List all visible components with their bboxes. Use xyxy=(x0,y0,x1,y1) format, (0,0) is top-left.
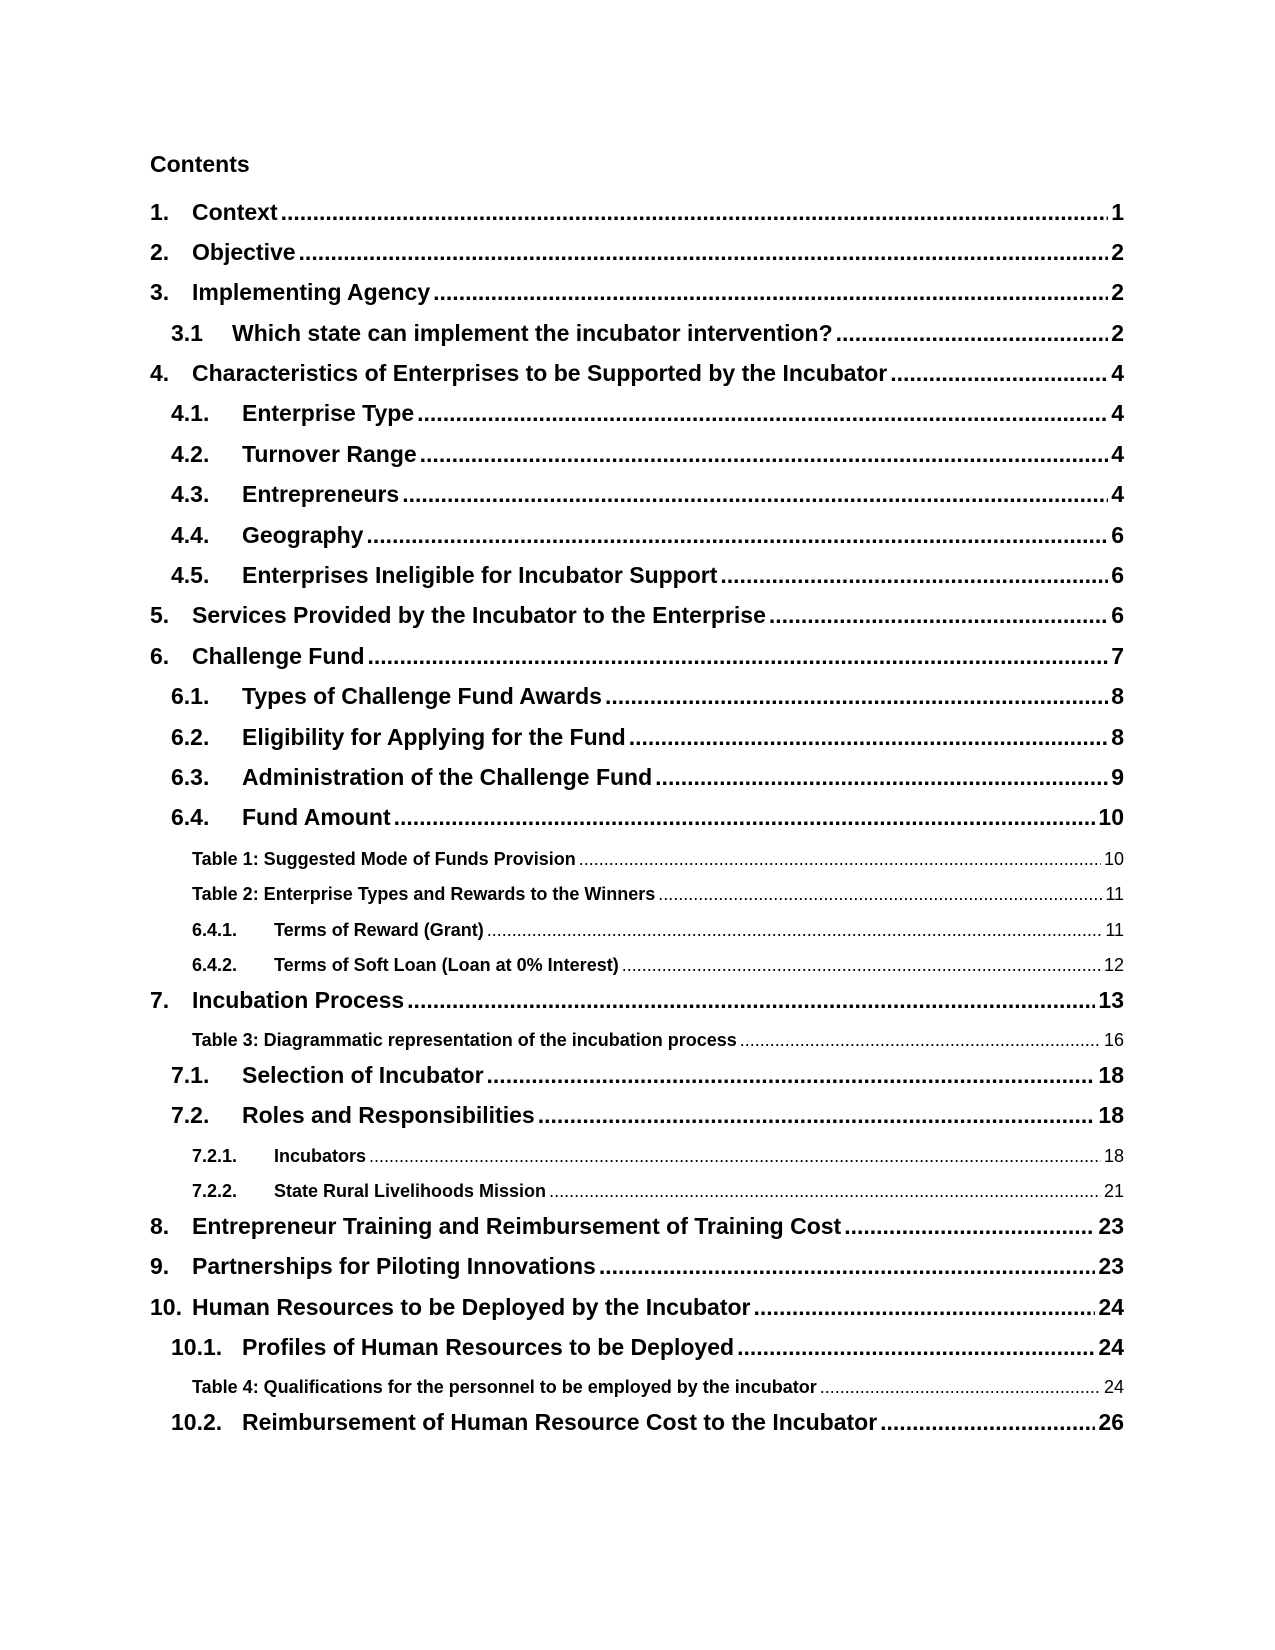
toc-entry-page: 4 xyxy=(1111,400,1124,426)
toc-entry-6-2[interactable] xyxy=(150,724,1124,751)
toc-entry-number: 4.4. xyxy=(171,522,210,548)
toc-entry-page: 2 xyxy=(1111,320,1124,346)
toc-entry-title: Context xyxy=(192,199,278,225)
toc-entry-10-2[interactable] xyxy=(150,1409,1124,1436)
toc-entry-page: 4 xyxy=(1111,481,1124,507)
dot-leader xyxy=(629,724,1108,751)
toc-entry-title: Selection of Incubator xyxy=(242,1062,484,1088)
toc-entry-number: 4.3. xyxy=(171,481,210,507)
toc-entry-title: Terms of Reward (Grant) xyxy=(274,920,484,940)
toc-entry-3[interactable] xyxy=(150,279,1124,306)
dot-leader xyxy=(720,562,1108,589)
dot-leader xyxy=(299,239,1109,266)
toc-entry-7-1[interactable] xyxy=(150,1062,1124,1089)
dot-leader xyxy=(366,522,1108,549)
dot-leader xyxy=(402,481,1108,508)
dot-leader xyxy=(769,602,1108,629)
toc-entry-7-2-1[interactable] xyxy=(150,1146,1124,1167)
dot-leader xyxy=(655,764,1108,791)
toc-entry-3-1[interactable] xyxy=(150,320,1124,347)
toc-entry-page: 4 xyxy=(1111,360,1124,386)
dot-leader xyxy=(487,920,1103,941)
dot-leader xyxy=(368,643,1109,670)
toc-entry-7[interactable] xyxy=(150,987,1124,1014)
toc-entry-title: Turnover Range xyxy=(242,441,417,467)
toc-entry-title: Table 2: Enterprise Types and Rewards to the Winners xyxy=(192,884,656,904)
toc-entry-page: 8 xyxy=(1111,683,1124,709)
toc-entry-number: 10.1. xyxy=(171,1334,223,1360)
toc-entry-10[interactable] xyxy=(150,1294,1124,1321)
toc-entry-page: 18 xyxy=(1103,1146,1124,1166)
toc-entry-page: 6 xyxy=(1111,522,1124,548)
toc-entry-7-2[interactable] xyxy=(150,1102,1124,1129)
toc-entry-title: Fund Amount xyxy=(242,804,391,830)
toc-entry-table-2[interactable] xyxy=(150,884,1124,905)
toc-entry-title: Characteristics of Enterprises to be Supported by the Incubator xyxy=(192,360,888,386)
toc-entry-page: 8 xyxy=(1111,724,1124,750)
dot-leader xyxy=(417,400,1108,427)
toc-entry-number: 4.1. xyxy=(171,400,210,426)
toc-entry-6-4-2[interactable] xyxy=(150,955,1124,976)
toc-entry-number: 7.2. xyxy=(171,1102,210,1128)
toc-entry-title: Challenge Fund xyxy=(192,643,365,669)
toc-entry-title: Entrepreneur Training and Reimbursement of Training Cost xyxy=(192,1213,842,1239)
toc-entry-number: 6.1. xyxy=(171,683,210,709)
toc-entry-10-1[interactable] xyxy=(150,1334,1124,1361)
toc-entry-page: 11 xyxy=(1105,884,1124,904)
toc-entry-page: 2 xyxy=(1111,279,1124,305)
toc-entry-1[interactable] xyxy=(150,199,1124,226)
toc-entry-title: Enterprises Ineligible for Incubator Support xyxy=(242,562,718,588)
toc-entry-page: 13 xyxy=(1098,987,1124,1013)
toc-entry-page: 16 xyxy=(1103,1030,1124,1050)
toc-entry-number: 6.3. xyxy=(171,764,210,790)
toc-entry-page: 10 xyxy=(1098,804,1124,830)
toc-entry-number: 10. xyxy=(150,1294,182,1320)
toc-entry-2[interactable] xyxy=(150,239,1124,266)
toc-entry-4[interactable] xyxy=(150,360,1124,387)
toc-entry-number: 4. xyxy=(150,360,170,386)
dot-leader xyxy=(407,987,1095,1014)
toc-entry-number: 6.2. xyxy=(171,724,210,750)
toc-entry-page: 18 xyxy=(1098,1102,1124,1128)
toc-entry-4-5[interactable] xyxy=(150,562,1124,589)
toc-entry-page: 23 xyxy=(1098,1213,1124,1239)
toc-entry-number: 10.2. xyxy=(171,1409,223,1435)
toc-entry-page: 6 xyxy=(1111,602,1124,628)
dot-leader xyxy=(394,804,1096,831)
dot-leader xyxy=(599,1253,1096,1280)
toc-entry-number: 5. xyxy=(150,602,170,628)
toc-entry-number: 4.2. xyxy=(171,441,210,467)
toc-entry-title: Types of Challenge Fund Awards xyxy=(242,683,602,709)
toc-entry-number: 6.4. xyxy=(171,804,210,830)
toc-entry-page: 26 xyxy=(1098,1409,1124,1435)
toc-entry-title: Incubators xyxy=(274,1146,367,1166)
toc-entry-page: 6 xyxy=(1111,562,1124,588)
dot-leader xyxy=(605,683,1108,710)
toc-entry-page: 10 xyxy=(1103,849,1124,869)
toc-entry-title: Services Provided by the Incubator to the Enterprise xyxy=(192,602,766,628)
toc-entry-title: Entrepreneurs xyxy=(242,481,400,507)
toc-entry-number: 7.2.2. xyxy=(192,1181,238,1201)
dot-leader xyxy=(740,1030,1101,1051)
dot-leader xyxy=(880,1409,1095,1436)
toc-entry-title: Implementing Agency xyxy=(192,279,431,305)
toc-entry-page: 1 xyxy=(1111,199,1124,225)
toc-entry-page: 12 xyxy=(1103,955,1124,975)
toc-entry-number: 6. xyxy=(150,643,170,669)
toc-entry-table-4[interactable] xyxy=(150,1377,1124,1398)
toc-entry-9[interactable] xyxy=(150,1253,1124,1280)
toc-entry-title: Administration of the Challenge Fund xyxy=(242,764,653,790)
toc-entry-6-4[interactable] xyxy=(150,804,1124,831)
toc-entry-6-3[interactable] xyxy=(150,764,1124,791)
toc-entry-number: 4.5. xyxy=(171,562,210,588)
toc-entry-number: 1. xyxy=(150,199,170,225)
toc-entry-number: 6.4.1. xyxy=(192,920,238,940)
dot-leader xyxy=(433,279,1108,306)
toc-entry-page: 9 xyxy=(1111,764,1124,790)
dot-leader xyxy=(844,1213,1095,1240)
toc-entry-number: 3.1 xyxy=(171,320,203,346)
toc-entry-title: Incubation Process xyxy=(192,987,405,1013)
toc-entry-page: 11 xyxy=(1105,920,1124,940)
toc-entry-table-1[interactable] xyxy=(150,849,1124,870)
dot-leader xyxy=(622,955,1101,976)
toc-entry-number: 7.2.1. xyxy=(192,1146,238,1166)
toc-entry-4-4[interactable] xyxy=(150,522,1124,549)
toc-entry-title: Enterprise Type xyxy=(242,400,415,426)
dot-leader xyxy=(369,1146,1101,1167)
contents-heading: Contents xyxy=(150,151,250,177)
toc-entry-page: 24 xyxy=(1098,1334,1124,1360)
dot-leader xyxy=(420,441,1109,468)
toc-entry-number: 9. xyxy=(150,1253,170,1279)
toc-entry-number: 8. xyxy=(150,1213,170,1239)
toc-entry-title: Table 4: Qualifications for the personnel to be employed by the incubator xyxy=(192,1377,817,1397)
toc-entry-page: 24 xyxy=(1098,1294,1124,1320)
toc-entry-title: Geography xyxy=(242,522,364,548)
toc-entry-4-3[interactable] xyxy=(150,481,1124,508)
toc-entry-title: Reimbursement of Human Resource Cost to the Incubator xyxy=(242,1409,878,1435)
dot-leader xyxy=(658,884,1102,905)
dot-leader xyxy=(487,1062,1096,1089)
toc-entry-title: Partnerships for Piloting Innovations xyxy=(192,1253,596,1279)
toc-entry-title: Terms of Soft Loan (Loan at 0% Interest) xyxy=(274,955,619,975)
toc-entry-number: 6.4.2. xyxy=(192,955,238,975)
dot-leader xyxy=(281,199,1109,226)
toc-entry-page: 24 xyxy=(1103,1377,1124,1397)
dot-leader xyxy=(538,1102,1096,1129)
toc-entry-6-1[interactable] xyxy=(150,683,1124,710)
toc-entry-title: State Rural Livelihoods Mission xyxy=(274,1181,547,1201)
toc-entry-5[interactable] xyxy=(150,602,1124,629)
toc-entry-6-4-1[interactable] xyxy=(150,920,1124,941)
toc-entry-page: 2 xyxy=(1111,239,1124,265)
toc-entry-page: 4 xyxy=(1111,441,1124,467)
toc-entry-number: 2. xyxy=(150,239,170,265)
toc-entry-4-2[interactable] xyxy=(150,441,1124,468)
toc-entry-title: Which state can implement the incubator intervention? xyxy=(232,320,833,346)
toc-entry-title: Objective xyxy=(192,239,296,265)
toc-entry-table-3[interactable] xyxy=(150,1030,1124,1051)
dot-leader xyxy=(836,320,1109,347)
toc-entry-7-2-2[interactable] xyxy=(150,1181,1124,1202)
toc-entry-page: 21 xyxy=(1103,1181,1124,1201)
toc-entry-6[interactable] xyxy=(150,643,1124,670)
dot-leader xyxy=(549,1181,1101,1202)
toc-entry-8[interactable] xyxy=(150,1213,1124,1240)
dot-leader xyxy=(737,1334,1095,1361)
toc-entry-title: Profiles of Human Resources to be Deployed xyxy=(242,1334,735,1360)
toc-entry-title: Eligibility for Applying for the Fund xyxy=(242,724,626,750)
toc-entry-title: Table 3: Diagrammatic representation of the incubation process xyxy=(192,1030,737,1050)
dot-leader xyxy=(820,1377,1101,1398)
toc-entry-title: Table 1: Suggested Mode of Funds Provision xyxy=(192,849,576,869)
toc-entry-4-1[interactable] xyxy=(150,400,1124,427)
dot-leader xyxy=(754,1294,1096,1321)
toc-entry-page: 23 xyxy=(1098,1253,1124,1279)
toc-entry-title: Human Resources to be Deployed by the Incubator xyxy=(192,1294,751,1320)
toc-entry-number: 7. xyxy=(150,987,170,1013)
dot-leader xyxy=(579,849,1101,870)
toc-entry-page: 18 xyxy=(1098,1062,1124,1088)
toc-entry-title: Roles and Responsibilities xyxy=(242,1102,535,1128)
dot-leader xyxy=(890,360,1108,387)
toc-entry-number: 3. xyxy=(150,279,170,305)
toc-entry-number: 7.1. xyxy=(171,1062,210,1088)
toc-entry-page: 7 xyxy=(1111,643,1124,669)
